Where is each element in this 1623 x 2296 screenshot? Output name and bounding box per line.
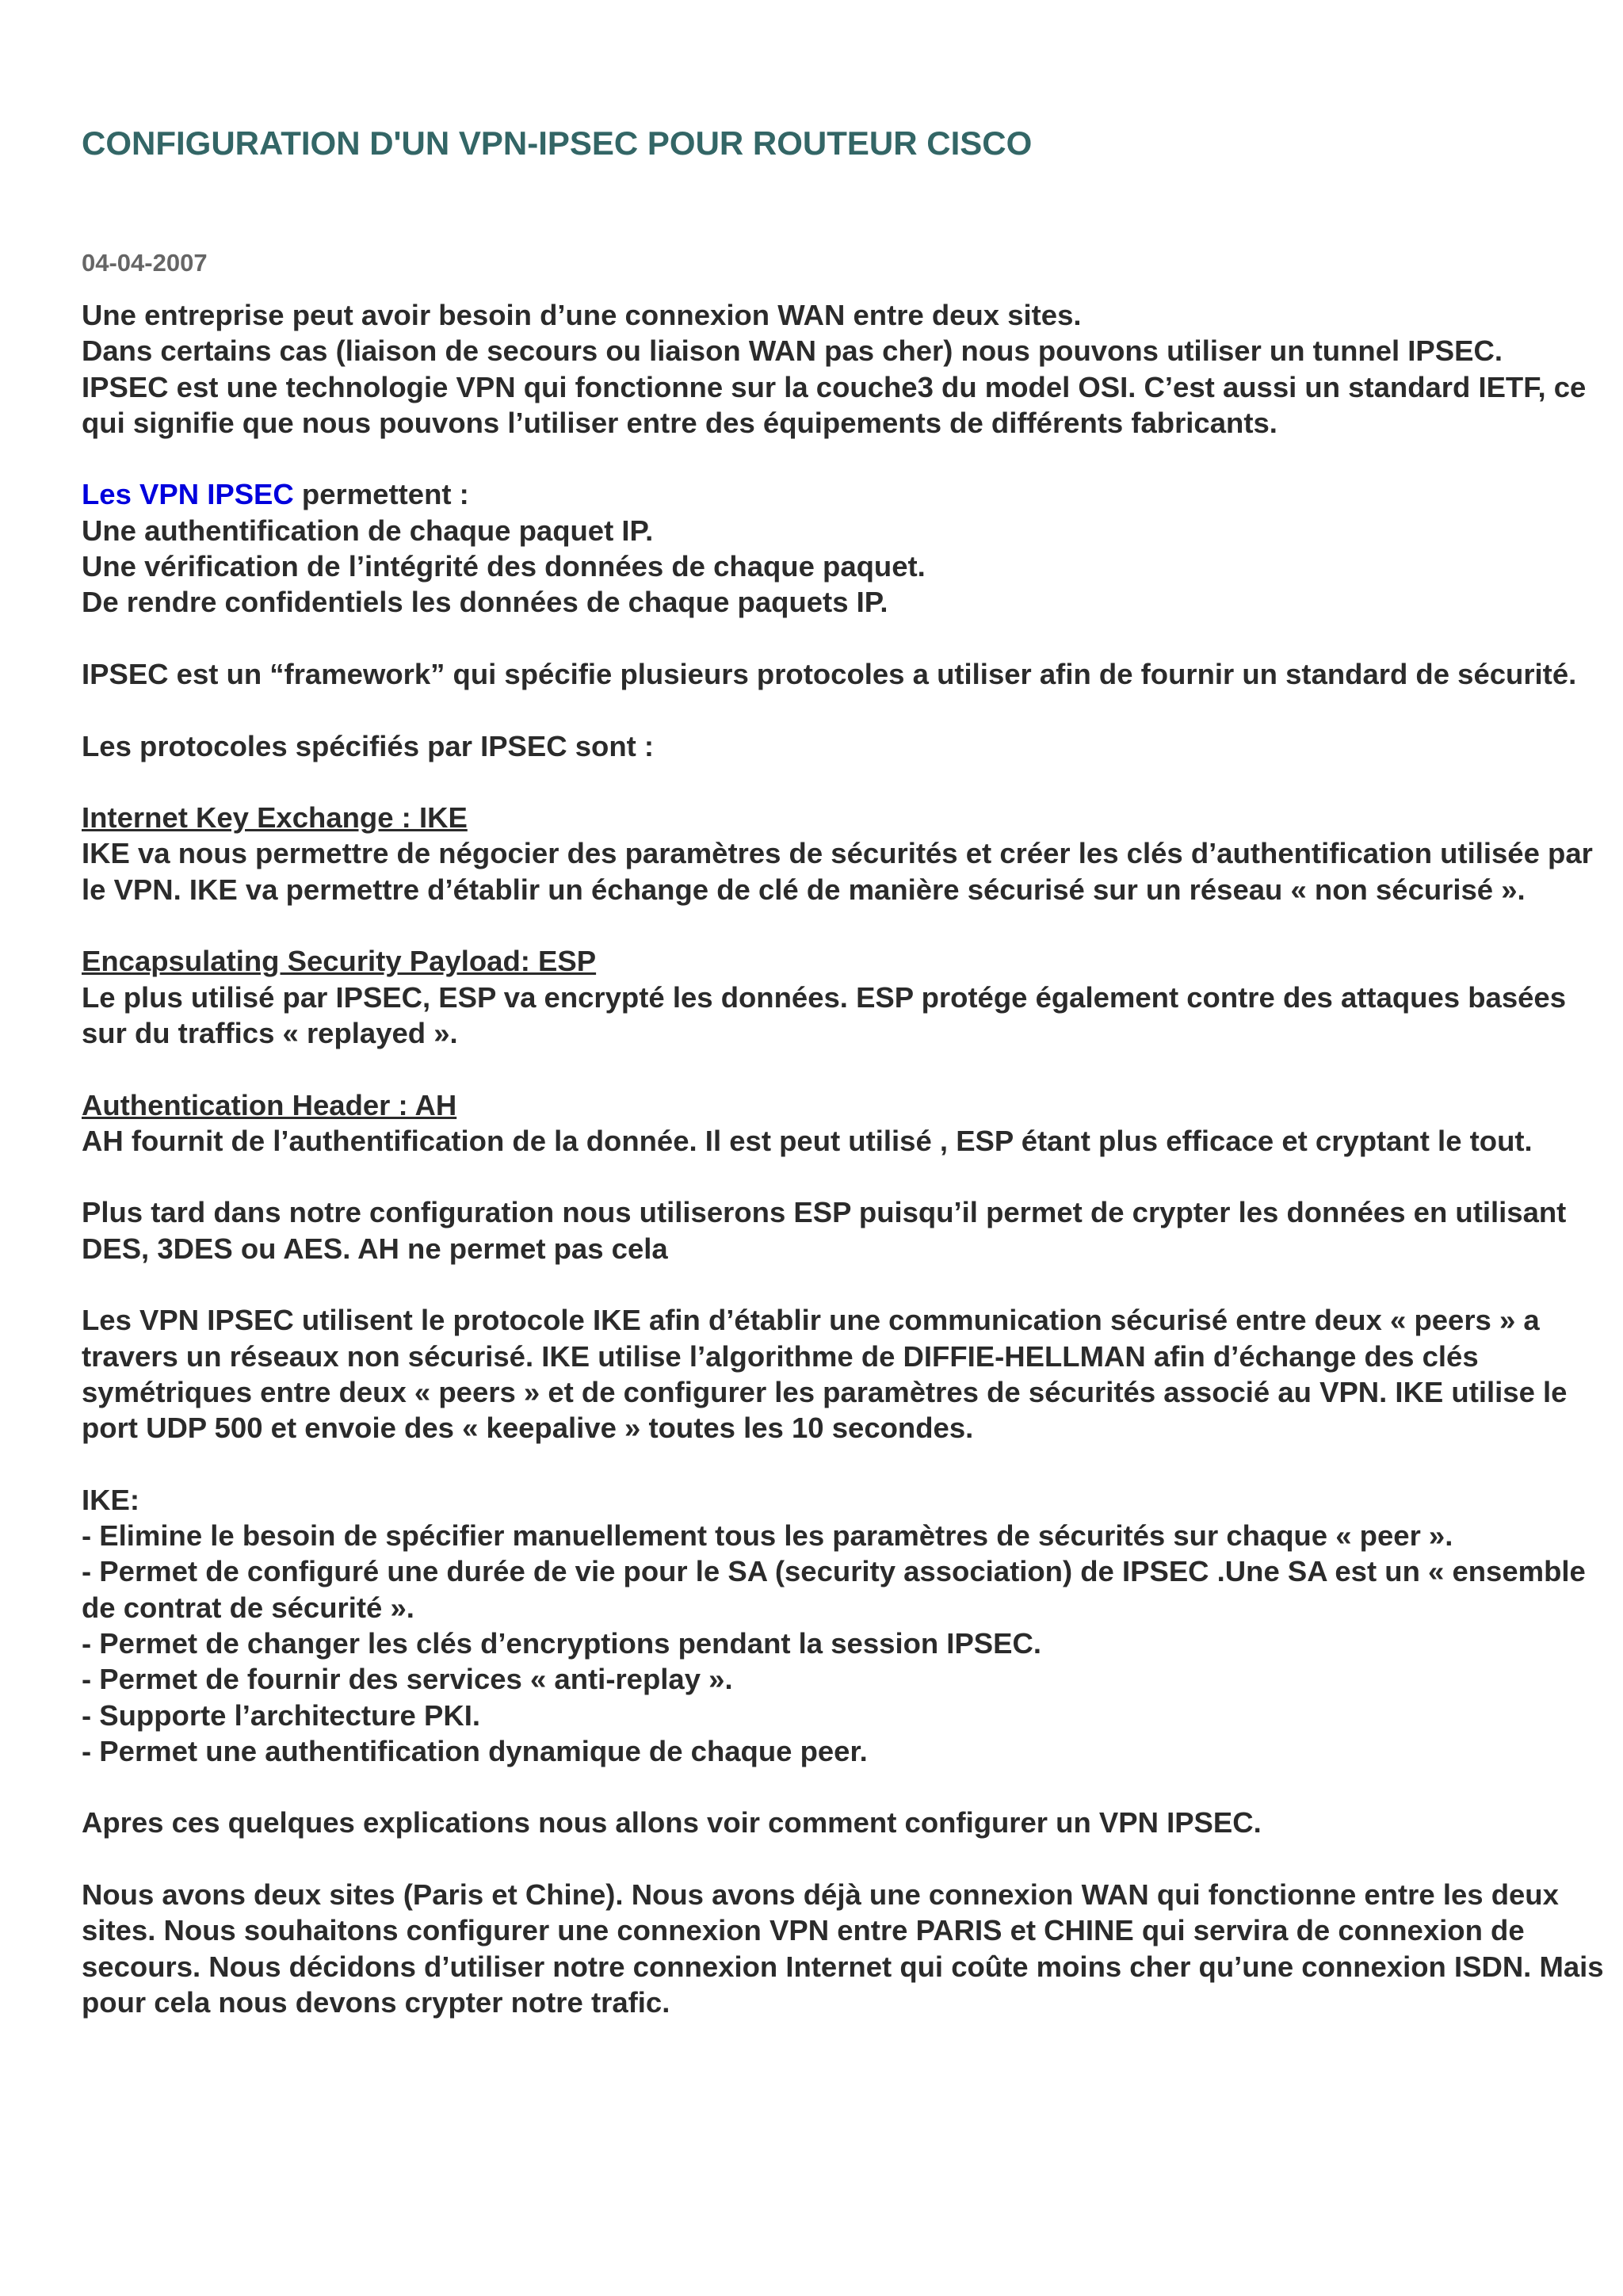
ike-protocol-paragraph: Les VPN IPSEC utilisent le protocole IKE afin d’établir une communication sécurisé entre deux « peers » a travers un réseaux non sécurisé. IKE utilise l’algorithme de DIFFIE-HELLMAN afin d’échange des clés symétriques entre deux « peers » et de configurer les paramètres de sécurités associé au VPN. IKE utilise le port UDP 500 et envoie des « keepalive » toutes les 10 secondes.	[82, 1304, 1568, 1445]
page-title: CONFIGURATION D'UN VPN-IPSEC POUR ROUTEUR CISCO	[82, 124, 1033, 162]
ike-list-item: - Permet de changer les clés d’encryptions pendant la session IPSEC.	[82, 1626, 1041, 1660]
ah-section	[82, 1087, 1611, 1159]
vpn-benefits-lead-rest: permettent :	[293, 478, 469, 511]
protocols-intro: Les protocoles spécifiés par IPSEC sont :	[82, 729, 655, 762]
ike-list-item: - Elimine le besoin de spécifier manuellement tous les paramètres de sécurités sur chaque « peer ».	[82, 1519, 1453, 1553]
ike-section	[82, 800, 1611, 907]
ike-list-item: - Supporte l’architecture PKI.	[82, 1698, 480, 1732]
ike-list-section	[82, 1482, 1611, 1769]
vpn-benefit-item: Une vérification de l’intégrité des données de chaque paquet.	[82, 550, 926, 583]
esp-heading: Encapsulating Security Payload: ESP	[82, 945, 597, 978]
vpn-benefits-lead	[82, 476, 1611, 512]
intro-line-3: IPSEC est une technologie VPN qui fonctionne sur la couche3 du model OSI. C’est aussi un standard IETF, ce qui signifie que nous pouvons l’utiliser entre des équipements de différents fabricants.	[82, 370, 1587, 439]
sites-paragraph: Nous avons deux sites (Paris et Chine). Nous avons déjà une connexion WAN qui fonctionne entre les deux sites. Nous souhaitons configurer une connexion VPN entre PARIS et CHINE qui servira de connexion de secours. Nous décidons d’utiliser notre connexion Internet qui coûte moins cher qu’une connexion ISDN. Mais pour cela nous devons crypter notre trafic.	[82, 1878, 1604, 2019]
vpn-benefit-item: Une authentification de chaque paquet IP.	[82, 514, 654, 547]
ike-list-item: - Permet de fournir des services « anti-replay ».	[82, 1663, 733, 1696]
ike-heading: Internet Key Exchange : IKE	[82, 801, 468, 835]
vpn-benefit-item: De rendre confidentiels les données de chaque paquets IP.	[82, 586, 888, 619]
later-paragraph: Plus tard dans notre configuration nous utiliserons ESP puisqu’il permet de crypter les données en utilisant DES, 3DES ou AES. AH ne permet pas cela	[82, 1196, 1567, 1265]
esp-text: Le plus utilisé par IPSEC, ESP va encrypté les données. ESP protége également contre des attaques basées sur du traffics « replayed ».	[82, 980, 1567, 1049]
ike-list-item: - Permet une authentification dynamique de chaque peer.	[82, 1734, 868, 1767]
esp-section	[82, 943, 1611, 1051]
ah-text: AH fournit de l’authentification de la donnée. Il est peut utilisé , ESP étant plus efficace et cryptant le tout.	[82, 1124, 1533, 1157]
framework-paragraph: IPSEC est un “framework” qui spécifie plusieurs protocoles a utiliser afin de fournir un standard de sécurité.	[82, 657, 1577, 690]
intro-line-2: Dans certains cas (liaison de secours ou liaison WAN pas cher) nous pouvons utiliser un tunnel IPSEC.	[82, 334, 1503, 368]
ike-text: IKE va nous permettre de négocier des paramètres de sécurités et créer les clés d’authentification utilisée par le VPN. IKE va permettre d’établir un échange de clé de manière sécurisé sur un réseau « non sécurisé ».	[82, 837, 1593, 906]
apres-paragraph: Apres ces quelques explications nous allons voir comment configurer un VPN IPSEC.	[82, 1806, 1262, 1839]
document-date: 04-04-2007	[82, 249, 208, 277]
vpn-benefits-paragraph	[82, 476, 1611, 620]
ah-heading: Authentication Header : AH	[82, 1088, 457, 1121]
document-body	[82, 297, 1611, 2057]
intro-paragraph	[82, 297, 1611, 441]
vpn-ipsec-link[interactable]: Les VPN IPSEC	[82, 478, 294, 511]
ike-list-heading: IKE:	[82, 1483, 139, 1516]
ike-list-item: - Permet de configuré une durée de vie pour le SA (security association) de IPSEC .Une SA est un « ensemble de contrat de sécurité ».	[82, 1555, 1586, 1624]
intro-line-1: Une entreprise peut avoir besoin d’une connexion WAN entre deux sites.	[82, 299, 1082, 331]
